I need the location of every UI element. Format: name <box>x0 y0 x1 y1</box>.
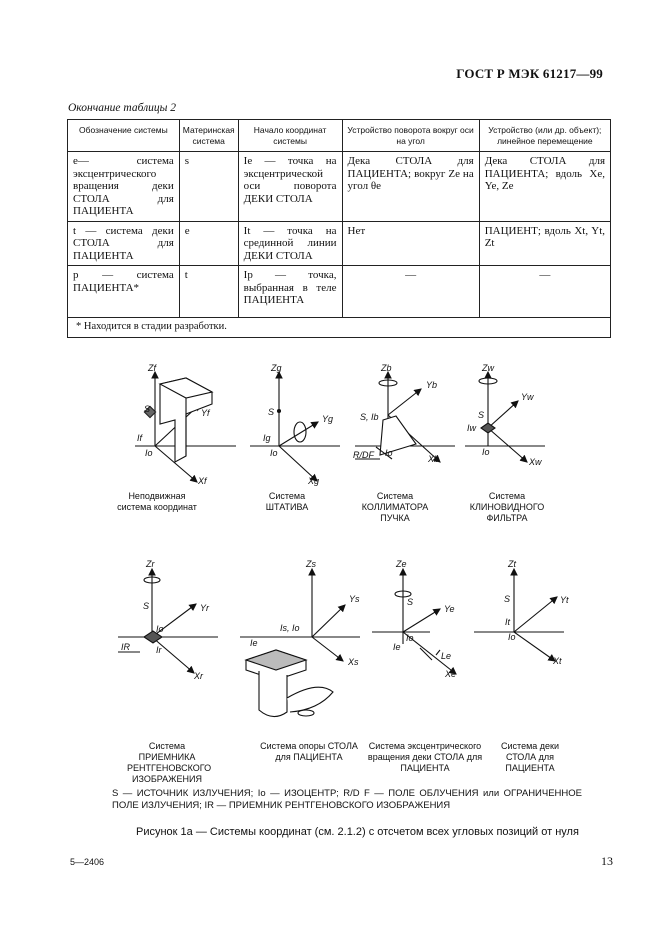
axis-label: S <box>268 407 275 417</box>
axis-label: Ie <box>250 638 258 648</box>
axis-label: Xf <box>198 476 207 486</box>
axis-label: Zb <box>381 363 392 373</box>
axis-label: Xw <box>529 457 542 467</box>
axis-label: Io <box>508 632 516 642</box>
cell-parent: e <box>179 221 238 266</box>
footer-code: 5—2406 <box>70 857 105 867</box>
axis-label: Io <box>145 448 153 458</box>
cell-system-name: e— система эксцентрического вращения деки СТОЛА для ПАЦИЕНТА <box>68 152 180 222</box>
axis-label: S, Ib <box>360 412 379 422</box>
axis-label: Zt <box>508 559 516 569</box>
axis-label: S <box>504 594 511 604</box>
axis-label: Yr <box>200 603 209 613</box>
axis-label: Zs <box>306 559 316 569</box>
axis-label: It <box>505 617 511 627</box>
axis-label: Ir <box>156 645 162 655</box>
axis-label: Xb <box>428 454 440 464</box>
figure-label: Система ШТАТИВА <box>265 491 309 512</box>
cell-system-name: p — система ПАЦИЕНТА* <box>68 266 180 318</box>
axis-label: Ze <box>396 559 407 569</box>
axis-label: Xr <box>194 671 203 681</box>
page-number: 13 <box>601 854 613 868</box>
figure-label: Система КЛИНОВИДНОГО ФИЛЬТРА <box>469 491 545 523</box>
axis-label: Ig <box>263 433 271 443</box>
axis-label: Zf <box>148 363 156 373</box>
figure-caption: Рисунок 1а — Системы координат (см. 2.1.2) с отсчетом всех угловых позиций от нуля <box>136 826 579 838</box>
diagram-table-support-system <box>240 569 360 717</box>
cell-system-name: t — система деки СТОЛА для ПАЦИЕНТА <box>68 221 180 266</box>
column-header: Материнская система <box>179 120 238 152</box>
cell-linear: ПАЦИЕНТ; вдоль Xt, Yt, Zt <box>479 221 610 266</box>
axis-label: Zr <box>146 559 155 569</box>
axis-label: S <box>143 601 150 611</box>
axis-label: Ie <box>393 642 401 652</box>
cell-linear: — <box>479 266 610 318</box>
column-header: Обозначение системы <box>68 120 180 152</box>
axis-label: Xg <box>308 476 320 486</box>
figure-label: Система деки СТОЛА для ПАЦИЕНТА <box>501 741 559 773</box>
document-header: ГОСТ Р МЭК 61217—99 <box>456 66 603 81</box>
cell-origin: Ip — точка, выбранная в теле ПАЦИЕНТА <box>238 266 342 318</box>
diagram-gantry-system <box>250 372 340 481</box>
figure-label: Система ПРИЕМНИКА РЕНТГЕНОВСКОГО ИЗОБРАЖЕНИЯ <box>127 741 212 784</box>
axis-label: If <box>137 433 143 443</box>
cell-rotation: — <box>342 266 479 318</box>
diagram-fixed-system <box>135 372 236 482</box>
axis-label: Yf <box>201 408 210 418</box>
diagram-wedge-filter-system <box>465 372 545 462</box>
axis-label: Le <box>441 651 452 661</box>
figure-label: Система КОЛЛИМАТОРА ПУЧКА <box>361 491 429 523</box>
column-header: Устройство поворота вокруг оси на угол <box>342 120 479 152</box>
axis-label: Ye <box>444 604 455 614</box>
axis-label: Yw <box>521 392 534 402</box>
column-header: Начало координат системы <box>238 120 342 152</box>
axis-label: S <box>144 404 151 414</box>
column-header: Устройство (или др. объект); линейное перемещение <box>479 120 610 152</box>
axis-label: Io <box>385 448 393 458</box>
figure-label: Система опоры СТОЛА для ПАЦИЕНТА <box>260 741 358 762</box>
axis-label: Xe <box>445 669 457 679</box>
axis-label: Is, Io <box>280 623 300 633</box>
axis-label: Zw <box>482 363 494 373</box>
axis-label: IR <box>121 642 130 652</box>
axis-label: Yb <box>426 380 438 390</box>
cell-rotation: Нет <box>342 221 479 266</box>
figure-label: Система эксцентрического вращения деки СТОЛА для ПАЦИЕНТА <box>367 741 483 773</box>
table-caption: Окончание таблицы 2 <box>68 102 176 114</box>
axis-label: S <box>407 597 414 607</box>
diagram-image-receptor-system <box>118 569 218 673</box>
axis-label: R/DF <box>353 450 374 460</box>
cell-parent: t <box>179 266 238 318</box>
cell-linear: Дека СТОЛА для ПАЦИЕНТА; вдоль Xe, Ye, Ze <box>479 152 610 222</box>
axis-label: Xt <box>553 656 562 666</box>
axis-label: Io <box>482 447 490 457</box>
cell-origin: Ie — точка на эксцентрической оси поворота ДЕКИ СТОЛА <box>238 152 342 222</box>
axis-label: Io <box>156 624 164 634</box>
cell-parent: s <box>179 152 238 222</box>
axis-label: Ys <box>349 594 360 604</box>
axis-label: S <box>478 410 485 420</box>
axis-label: Yt <box>560 595 569 605</box>
axis-label: Io <box>406 633 414 643</box>
cell-origin: It — точка на срединной линии ДЕКИ СТОЛА <box>238 221 342 266</box>
diagram-tabletop-system <box>474 569 564 661</box>
axis-label: Xs <box>348 657 359 667</box>
table-footnote: * Находится в стадии разработки. <box>68 318 611 338</box>
axis-label: Zg <box>271 363 282 373</box>
figure-legend: S — ИСТОЧНИК ИЗЛУЧЕНИЯ; Io — ИЗОЦЕНТР; R/D F — ПОЛЕ ОБЛУЧЕНИЯ или ОГРАНИЧЕННОЕ ПОЛЕ ИЗЛУЧЕНИЯ; IR — ПРИЕМНИК РЕНТГЕНОВСКОГО ИЗОБРАЖЕНИЯ <box>112 788 582 811</box>
figure-label: Неподвижная система координат <box>117 491 197 512</box>
axis-label: Io <box>270 448 278 458</box>
cell-rotation: Дека СТОЛА для ПАЦИЕНТА; вокруг Ze на угол θe <box>342 152 479 222</box>
axis-label: Iw <box>467 423 476 433</box>
axis-label: Yg <box>322 414 334 424</box>
